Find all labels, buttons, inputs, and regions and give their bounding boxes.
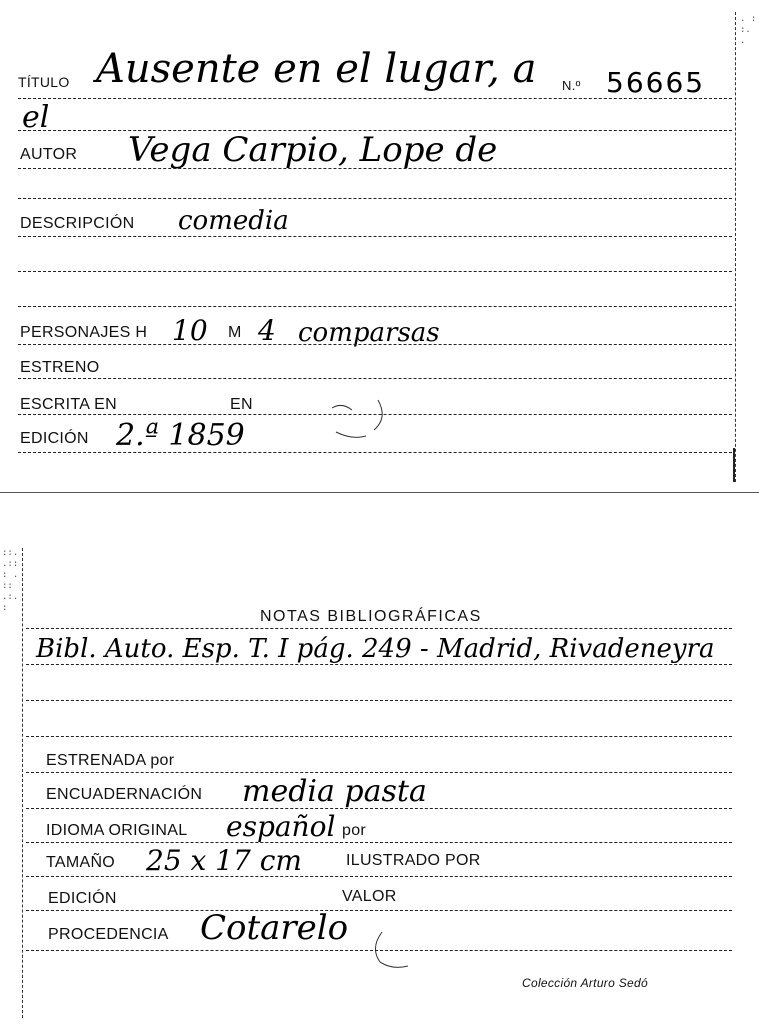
notas-rule-1 xyxy=(26,664,732,665)
personajes-label: PERSONAJES H xyxy=(20,324,148,341)
catalog-card-front xyxy=(0,0,759,492)
procedencia-rule xyxy=(26,950,732,951)
notas-value: Bibl. Auto. Esp. T. I pág. 249 - Madrid, Rivadeneyra xyxy=(36,634,715,664)
edicion-back-label: EDICIÓN xyxy=(48,890,117,907)
titulo-label: TÍTULO xyxy=(18,74,70,90)
procedencia-label: PROCEDENCIA xyxy=(48,926,169,943)
paper-specks: . : :. . xyxy=(740,14,757,46)
titulo-value: Ausente en el lugar, a xyxy=(96,46,537,92)
tamano-label: TAMAÑO xyxy=(46,854,116,871)
notas-title: NOTAS BIBLIOGRÁFICAS xyxy=(260,608,482,625)
paper-specks-left: ::. .:: : . :: .:. : xyxy=(2,548,19,613)
notas-rule-2 xyxy=(26,700,732,701)
card-separator xyxy=(0,492,759,493)
catalog-card-back xyxy=(0,540,759,1028)
personajes-h-value: 10 xyxy=(172,314,208,347)
autor-rule xyxy=(18,168,732,169)
personajes-rule xyxy=(18,344,732,345)
escrita-label: ESCRITA EN xyxy=(20,396,117,413)
personajes-extra: comparsas xyxy=(298,318,440,348)
estreno-label: ESTRENO xyxy=(20,359,100,376)
tamano-rule xyxy=(26,876,732,877)
idioma-label: IDIOMA ORIGINAL xyxy=(46,822,188,839)
notas-rule-3 xyxy=(26,736,732,737)
estrenada-rule xyxy=(26,772,732,773)
notas-title-rule xyxy=(26,628,732,629)
autor-label: AUTOR xyxy=(20,146,78,163)
hole-punch-mark xyxy=(322,398,392,444)
right-tick xyxy=(733,448,735,482)
encuadernacion-label: ENCUADERNACIÓN xyxy=(46,786,203,803)
idioma-value: español xyxy=(226,810,336,843)
edicion-back-rule xyxy=(26,910,732,911)
escrita-en-label: EN xyxy=(230,396,253,413)
estrenada-label: ESTRENADA por xyxy=(46,752,175,769)
estreno-rule xyxy=(18,378,732,379)
ilustrado-label: ILUSTRADO POR xyxy=(346,852,481,869)
collection-credit: Colección Arturo Sedó xyxy=(522,976,648,990)
personajes-m-label: M xyxy=(228,324,242,341)
por-label: por xyxy=(342,822,367,839)
blank-rule-2 xyxy=(18,271,732,272)
descripcion-value: comedia xyxy=(178,206,289,236)
blank-rule-3 xyxy=(18,306,732,307)
left-border xyxy=(22,548,23,1018)
autor-value: Vega Carpio, Lope de xyxy=(128,130,498,170)
titulo-rule xyxy=(18,98,732,99)
procedencia-value: Cotarelo xyxy=(200,908,349,948)
right-border xyxy=(735,12,736,482)
numero-value: 56665 xyxy=(606,66,706,99)
encuadernacion-rule xyxy=(26,808,732,809)
numero-label: N.º xyxy=(562,78,581,93)
tamano-value: 25 x 17 cm xyxy=(146,844,302,877)
idioma-rule xyxy=(26,842,732,843)
edicion-rule xyxy=(18,452,732,453)
titulo-value-cont: el xyxy=(22,100,50,135)
descripcion-label: DESCRIPCIÓN xyxy=(20,215,135,232)
edicion-label: EDICIÓN xyxy=(20,430,89,447)
edicion-value: 2.ª 1859 xyxy=(116,418,245,453)
encuadernacion-value: media pasta xyxy=(242,774,427,809)
valor-label: VALOR xyxy=(342,888,397,905)
personajes-m-value: 4 xyxy=(258,314,276,347)
hole-punch-mark-back xyxy=(368,928,418,974)
blank-rule-1 xyxy=(18,198,732,199)
descripcion-rule xyxy=(18,236,732,237)
